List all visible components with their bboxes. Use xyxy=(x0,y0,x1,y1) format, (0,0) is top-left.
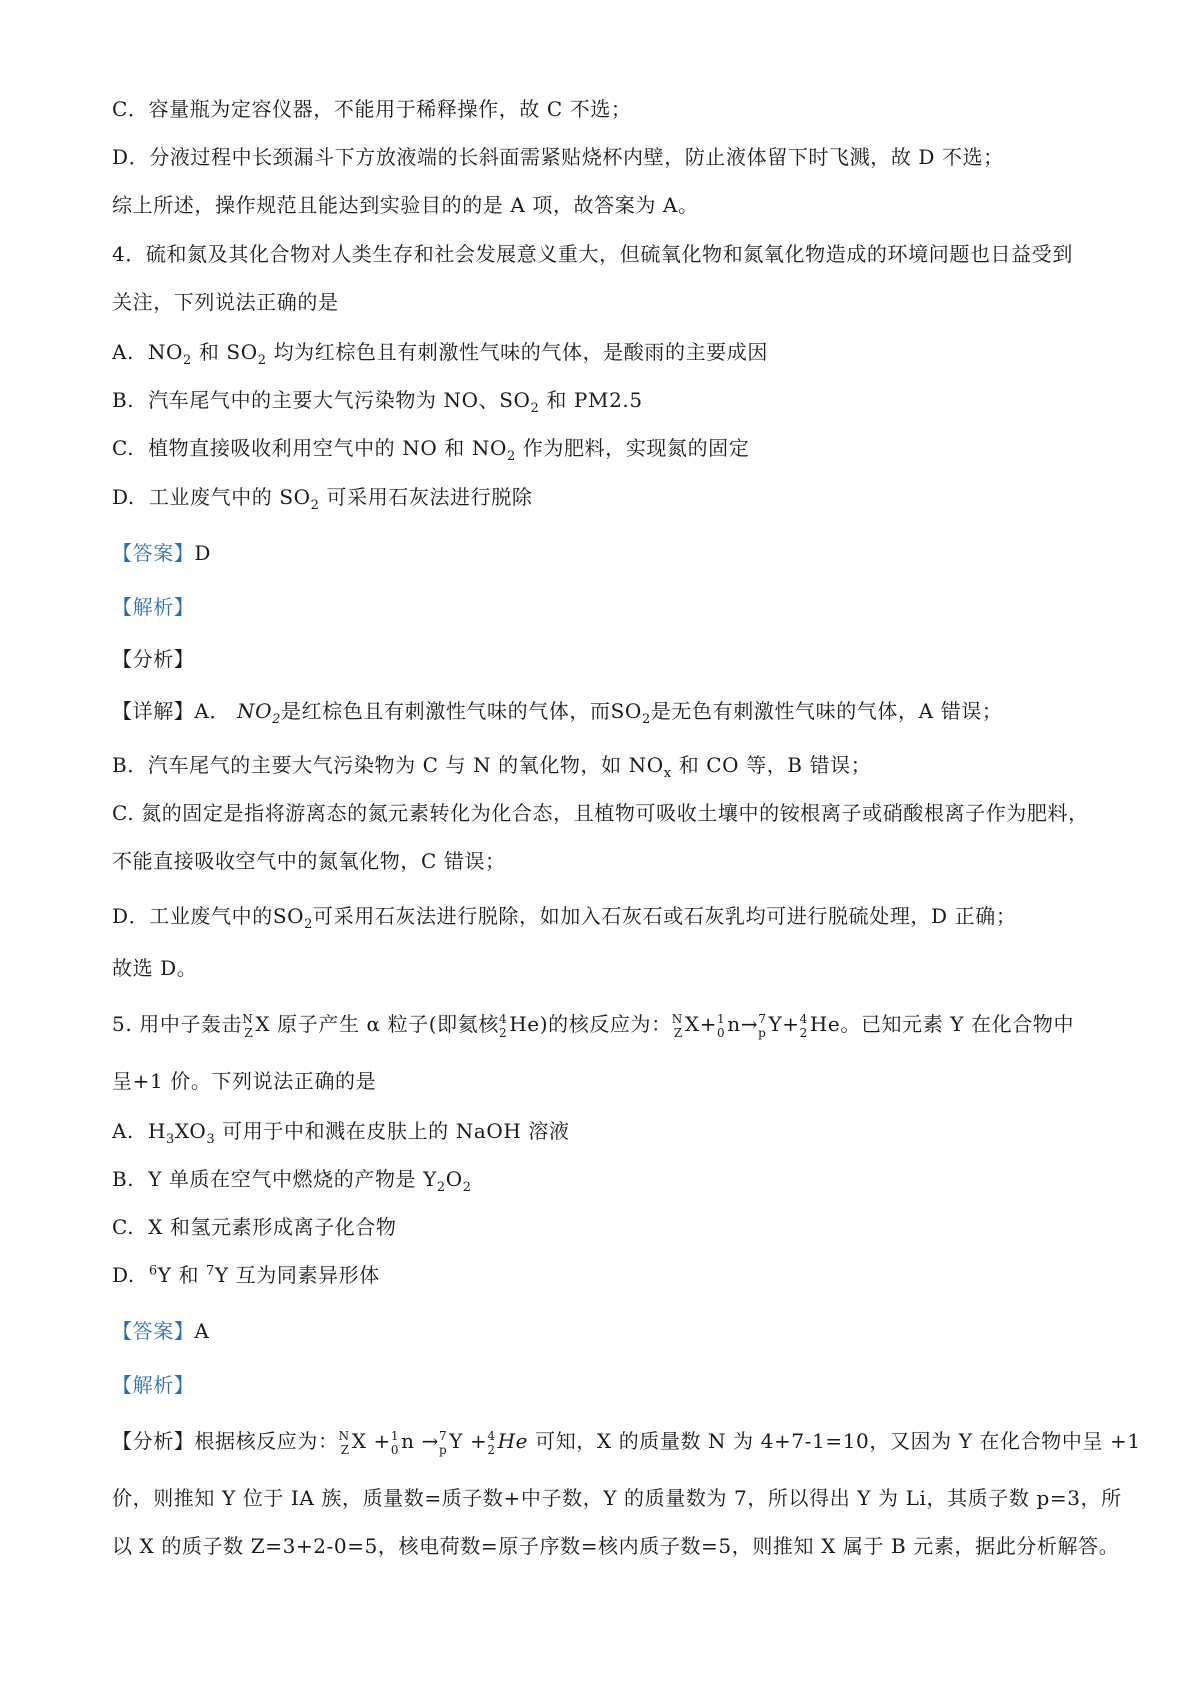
symbol: Y xyxy=(449,1429,464,1453)
subscript: x xyxy=(663,766,672,781)
option-label: C. xyxy=(112,1215,135,1239)
text: 可采用石灰法进行脱除，如加入石灰石或石灰乳均可进行脱硫处理，D 正确； xyxy=(313,904,1017,928)
text: O xyxy=(445,1167,463,1191)
text: A． xyxy=(194,699,231,723)
q5-stem-line1 xyxy=(112,1010,1102,1040)
mass-number: N xyxy=(338,1428,350,1443)
q5-analysis-line2: 价，则推知 Y 位于 IA 族，质量数=质子数+中子数，Y 的质量数为 7，所以得出 Y 为 Li，其质子数 p=3，所 xyxy=(112,1486,1122,1510)
text: H xyxy=(147,1119,166,1143)
symbol: X xyxy=(684,1012,700,1036)
text: 根据核反应为： xyxy=(194,1429,339,1453)
nuclide-n xyxy=(717,1012,725,1040)
plus-sign: + xyxy=(699,1012,718,1036)
text: 是红棕色且有刺激性气味的气体，而 xyxy=(281,699,611,723)
nuclide-x xyxy=(672,1012,683,1040)
symbol: X xyxy=(351,1429,367,1453)
text: D．工业废气中的 xyxy=(112,904,273,928)
q4-detail-b xyxy=(112,751,1102,779)
subscript: 2 xyxy=(272,712,282,727)
subscript: 2 xyxy=(310,498,320,513)
atomic-number: Z xyxy=(340,1442,350,1457)
text: 5. 用中子轰击 xyxy=(112,1012,243,1036)
text: X 和氢元素形成离子化合物 xyxy=(148,1215,397,1239)
plus-sign: + xyxy=(373,1429,391,1453)
mass-number: 4 xyxy=(799,1011,808,1026)
subscript: 2 xyxy=(641,712,651,727)
q4-option-c xyxy=(112,434,1102,462)
text: 可采用石灰法进行脱除 xyxy=(319,485,533,509)
q4-jiexi-label: 【解析】 xyxy=(112,595,195,619)
answer-label: 【答案】 xyxy=(112,541,195,565)
mass-number: 7 xyxy=(439,1428,448,1443)
text: 汽车尾气中的主要大气污染物为 NO、SO xyxy=(148,388,531,412)
analysis-label: 【分析】 xyxy=(112,1429,195,1453)
atomic-number: 2 xyxy=(799,1025,808,1040)
q4-detail-d xyxy=(112,902,1102,930)
q4-fenxi-label: 【分析】 xyxy=(112,647,195,671)
reaction-arrow: → xyxy=(421,1429,439,1453)
prev-summary: 综上所述，操作规范且能达到实验目的的是 A 项，故答案为 A。 xyxy=(112,193,699,217)
text: )的核反应为： xyxy=(539,1012,672,1036)
option-label: D. xyxy=(112,1263,135,1287)
symbol: Y xyxy=(768,1012,783,1036)
text: 植物直接吸收利用空气中的 NO 和 NO xyxy=(148,436,507,460)
q5-stem-line2: 呈+1 价。下列说法正确的是 xyxy=(112,1069,377,1093)
formula: SO xyxy=(610,699,642,723)
atomic-number: Z xyxy=(673,1025,683,1040)
q4-option-d xyxy=(112,483,1102,511)
atomic-number: 0 xyxy=(717,1025,726,1040)
symbol: He xyxy=(809,1012,841,1036)
mass-number: N xyxy=(242,1011,254,1026)
q4-detail-c-line1: C. 氮的固定是指将游离态的氮元素转化为化合态，且植物可吸收土壤中的铵根离子或硝酸根离子作为肥料， xyxy=(112,801,1089,825)
symbol: He xyxy=(509,1012,540,1036)
option-label: A. xyxy=(112,340,135,364)
q4-option-a xyxy=(112,338,1102,366)
atomic-number: p xyxy=(758,1025,767,1040)
text: 和 SO xyxy=(191,340,258,364)
atomic-number: 2 xyxy=(487,1442,496,1457)
answer-value: A xyxy=(194,1319,210,1343)
reaction-arrow: → xyxy=(740,1012,759,1036)
nuclide-he xyxy=(499,1012,507,1040)
subscript: 3 xyxy=(206,1132,216,1147)
atomic-number: 2 xyxy=(498,1025,508,1040)
nuclide-x xyxy=(242,1012,253,1040)
subscript: 2 xyxy=(436,1180,446,1195)
atomic-number: 0 xyxy=(390,1442,400,1457)
detail-label: 【详解】 xyxy=(112,699,195,723)
text: XO xyxy=(174,1119,207,1143)
atomic-number: Z xyxy=(244,1025,254,1040)
text: 可知，X 的质量数 N 为 4+7-1=10，又因为 Y 在化合物中呈 +1 xyxy=(535,1429,1141,1453)
mass-number: 4 xyxy=(487,1428,496,1443)
text: 工业废气中的 SO xyxy=(148,485,311,509)
text: Y 单质在空气中燃烧的产物是 Y xyxy=(148,1167,437,1191)
option-label: B. xyxy=(112,1167,135,1191)
option-label: A. xyxy=(112,1119,135,1143)
superscript: 6 xyxy=(148,1263,158,1279)
mass-number: N xyxy=(671,1011,683,1026)
nuclide-he xyxy=(800,1012,808,1040)
text: 和 PM2.5 xyxy=(539,388,643,412)
nuclide-he xyxy=(487,1429,495,1457)
subscript: 2 xyxy=(462,1180,472,1195)
formula: NO xyxy=(237,699,273,723)
mass-number: 1 xyxy=(717,1011,726,1026)
mass-number: 7 xyxy=(758,1011,767,1026)
q5-jiexi-label: 【解析】 xyxy=(112,1373,195,1397)
nuclide-x xyxy=(339,1429,350,1457)
q5-analysis-line1 xyxy=(112,1427,1141,1457)
subscript: 2 xyxy=(506,449,516,464)
q5-option-d xyxy=(112,1261,1102,1289)
text: 可用于中和溅在皮肤上的 NaOH 溶液 xyxy=(215,1119,570,1143)
subscript: 2 xyxy=(304,917,314,932)
superscript: 7 xyxy=(206,1263,215,1279)
q4-detail-a xyxy=(112,697,1102,725)
prev-option-d-explanation: D．分液过程中长颈漏斗下方放液端的长斜面需紧贴烧杯内壁，防止液体留下时飞溅，故 D 不选； xyxy=(112,145,1004,169)
mass-number: 1 xyxy=(390,1428,400,1443)
text: 是无色有刺激性气味的气体，A 错误； xyxy=(650,699,1003,723)
text: 作为肥料，实现氮的固定 xyxy=(515,436,750,460)
text: 和 CO 等，B 错误； xyxy=(671,753,872,777)
q5-option-c xyxy=(112,1213,1102,1241)
q4-stem-line1: 4．硫和氮及其化合物对人类生存和社会发展意义重大，但硫氧化物和氮氧化物造成的环境问题也日益受到 xyxy=(112,242,1073,266)
q4-option-b xyxy=(112,386,1102,414)
text: Y 和 xyxy=(157,1263,207,1287)
symbol: X xyxy=(255,1012,271,1036)
atomic-number: p xyxy=(438,1442,448,1457)
text: NO xyxy=(147,340,184,364)
text: 。已知元素 Y 在化合物中 xyxy=(840,1012,1075,1036)
answer-value: D xyxy=(194,541,212,565)
symbol: n xyxy=(401,1429,415,1453)
symbol: He xyxy=(497,1429,529,1453)
q5-option-a xyxy=(112,1117,1102,1145)
nuclide-n xyxy=(391,1429,399,1457)
option-label: D. xyxy=(112,485,135,509)
text: Y 互为同素异形体 xyxy=(214,1263,380,1287)
text: 原子产生 α 粒子(即氦核 xyxy=(270,1012,499,1036)
option-label: C. xyxy=(112,436,135,460)
plus-sign: + xyxy=(470,1429,488,1453)
subscript: 2 xyxy=(183,353,192,368)
mass-number: 4 xyxy=(498,1011,508,1026)
q5-answer xyxy=(112,1317,1102,1345)
text: B．汽车尾气的主要大气污染物为 C 与 N 的氧化物，如 NO xyxy=(112,753,664,777)
symbol: n xyxy=(727,1012,741,1036)
nuclide-y xyxy=(758,1012,766,1040)
q4-conclusion: 故选 D。 xyxy=(112,956,198,980)
subscript: 3 xyxy=(165,1132,175,1147)
nuclide-y xyxy=(439,1429,447,1457)
text: 均为红棕色且有刺激性气味的气体，是酸雨的主要成因 xyxy=(266,340,768,364)
prev-option-c-explanation: C．容量瓶为定容仪器，不能用于稀释操作，故 C 不选； xyxy=(112,97,632,121)
answer-label: 【答案】 xyxy=(112,1319,195,1343)
formula: SO xyxy=(272,904,305,928)
q5-analysis-line3: 以 X 的质子数 Z=3+2-0=5，核电荷数=原子序数=核内质子数=5，则推知 X 属于 B 元素，据此分析解答。 xyxy=(112,1534,1120,1558)
q5-option-b xyxy=(112,1165,1102,1193)
q4-stem-line2: 关注，下列说法正确的是 xyxy=(112,290,339,314)
subscript: 2 xyxy=(257,353,267,368)
option-label: B. xyxy=(112,388,135,412)
q4-answer xyxy=(112,539,1102,567)
q4-detail-c-line2: 不能直接吸收空气中的氮氧化物，C 错误； xyxy=(112,849,506,873)
plus-sign: + xyxy=(782,1012,800,1036)
subscript: 2 xyxy=(530,401,540,416)
